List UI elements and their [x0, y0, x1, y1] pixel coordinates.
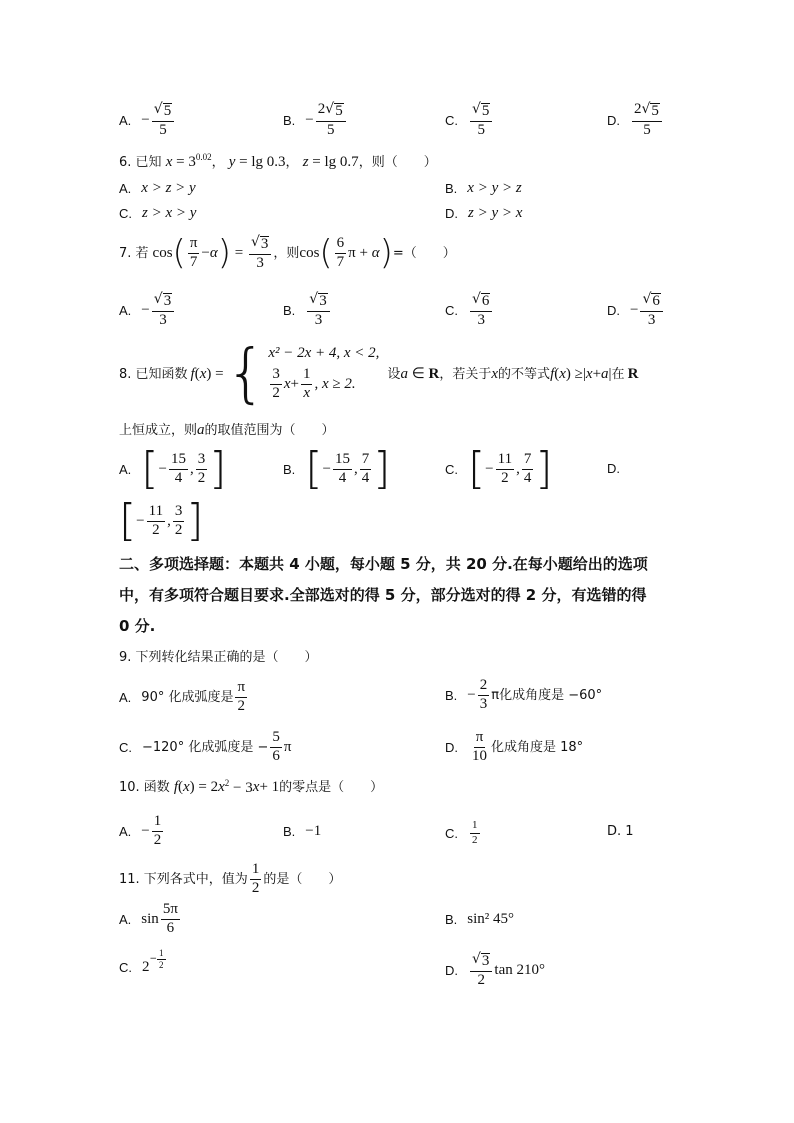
q5-option-b: B. − 2 √ 5 5 — [283, 102, 348, 139]
q11-option-c: C. 2 − $\frac{1}{2}$ — [119, 947, 164, 975]
q8-option-c: C. [ − $\frac{11}{2}$ , $\frac{7}{4}$ ] — [445, 443, 553, 494]
q5-option-c: C. √ 5 5 — [445, 102, 494, 139]
q9-option-d: D. $\frac{\pi}{10}$ 化成角度是 18° — [445, 729, 584, 764]
q7-stem: 7. 若 cos ( $\frac{\pi}{7}$ − α ) = √ 3 3 ，则 cos ( $\frac{6}{7}$ π + α ) =（ ） — [119, 233, 456, 274]
q7-option-a: A. − √ 3 3 — [119, 292, 176, 329]
q7-option-c: C. √ 6 3 — [445, 292, 494, 329]
q7-option-b: B. √ 3 3 — [283, 292, 332, 329]
fraction: √ 5 5 — [470, 102, 492, 139]
q9-option-b: B. − $\frac{2}{3}$ π化成角度是 −60° — [445, 677, 603, 712]
q5-option-a: A. − √ 5 5 — [119, 102, 176, 139]
q11-option-a: A. sin $\frac{5\pi}{6}$ — [119, 901, 178, 936]
q10-option-c: C. $\frac{1}{2}$ — [445, 819, 478, 846]
q11-option-b: B. sin² 45° — [445, 911, 515, 927]
q5-option-d: D. 2 √ 5 5 — [607, 102, 664, 139]
q6-option-c: C. z > x > y — [119, 205, 197, 221]
section2-line1: 二、多项选择题：本题共 4 小题，每小题 5 分，共 20 分.在每小题给出的选项 — [119, 555, 648, 573]
q10-option-b: B. −1 — [283, 823, 322, 839]
q7-option-d: D. − √ 6 3 — [607, 292, 665, 329]
section2-line3: 0 分. — [119, 617, 156, 635]
q8-option-d-label: D. — [607, 461, 620, 476]
q10-option-a: A. − $\frac{1}{2}$ — [119, 813, 162, 848]
q6-option-b: B. x > y > z — [445, 180, 522, 196]
q9-stem: 9. 下列转化结果正确的是（ ） — [119, 650, 318, 665]
fraction: √ 5 5 — [152, 102, 174, 139]
fraction: 2 √ 5 5 — [316, 102, 346, 139]
q9-option-c: C. −120° 化成弧度是 − $\frac{5}{6}$ π — [119, 729, 292, 764]
q10-stem: 10. 函数 f ( x ) = 2 x $^2$ − 3 x + 1 的零点是（ ） — [119, 778, 384, 796]
q9-option-a: A. 90° 化成弧度是 $\frac{\pi}{2}$ — [119, 679, 246, 714]
q11-option-d: D. √ 3 2 tan 210° — [445, 951, 545, 988]
q6-option-d: D. z > y > x — [445, 205, 523, 221]
q8-option-d: [ − $\frac{11}{2}$ , $\frac{3}{2}$ ] — [119, 495, 204, 546]
q8-line2: 上恒成立，则a的取值范围为（ ） — [119, 422, 335, 438]
q6-stem: 6. 已知 $x = 3^{0.02}$， y = lg 0.3， z = lg 0.7，则（ ） — [119, 152, 437, 170]
q8-option-a: A. [ − $\frac{15}{4}$ , $\frac{3}{2}$ ] — [119, 443, 227, 494]
fraction: 2 √ 5 5 — [632, 102, 662, 139]
q11-stem: 11. 下列各式中，值为 $\frac{1}{2}$ 的是（ ） — [119, 861, 342, 896]
q6-option-a: A. x > z > y — [119, 180, 196, 196]
section2-line2: 中，有多项符合题目要求.全部选对的得 5 分，部分选对的得 2 分，有选错的得 — [119, 586, 647, 604]
q8-option-b: B. [ − $\frac{15}{4}$ , $\frac{7}{4}$ ] — [283, 443, 391, 494]
q8-stem: 8. 已知函数 f ( x ) = { x² − 2x + 4, x < 2, $\frac{3}{2}$ x + $\frac{1}{x}$ , x ≥ 2. 设 a ∈ R ，若关于 x 的不等式 f ( x ) ≥| x + a | 在 R — [119, 337, 639, 411]
q10-option-d: D. 1 — [607, 824, 634, 839]
